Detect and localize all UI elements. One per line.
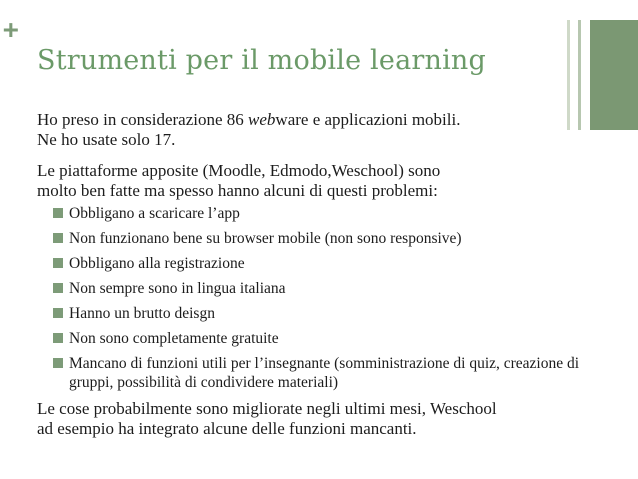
square-bullet-icon: [53, 283, 63, 293]
list-item-text: Non sempre sono in lingua italiana: [69, 280, 286, 297]
list-item: [53, 254, 597, 273]
list-item-text: Hanno un brutto deisgn: [69, 305, 215, 322]
paragraph-intro: [37, 110, 597, 150]
list-item-text: Obbligano a scaricare l’app: [69, 205, 240, 222]
list-item: [53, 229, 597, 248]
list-item-text: Mancano di funzioni utili per l’insegnante (somministrazione di quiz, creazione di gruppi, possibilità di condividere materiali): [69, 355, 580, 391]
square-bullet-icon: [53, 333, 63, 343]
intro-italic: web: [248, 110, 276, 129]
problems-list: [37, 204, 597, 392]
paragraph-conclusion: [37, 399, 597, 439]
list-item: [53, 329, 597, 348]
decorative-bar-thick: [590, 20, 638, 130]
square-bullet-icon: [53, 308, 63, 318]
platforms-line-2: molto ben fatte ma spesso hanno alcuni di questi problemi:: [37, 181, 438, 200]
intro-text: Ho preso in considerazione 86: [37, 110, 249, 129]
list-item-text: Non funzionano bene su browser mobile (non sono responsive): [69, 230, 462, 247]
slide-title: Strumenti per il mobile learning: [37, 45, 486, 76]
list-item: [53, 354, 597, 392]
paragraph-platforms: [37, 161, 597, 201]
square-bullet-icon: [53, 208, 63, 218]
square-bullet-icon: [53, 233, 63, 243]
conclusion-line-1: Le cose probabilmente sono migliorate negli ultimi mesi, Weschool: [37, 399, 497, 418]
slide-body: [37, 110, 597, 439]
intro-text-end: ware e applicazioni mobili.: [275, 110, 461, 129]
list-item-text: Non sono completamente gratuite: [69, 330, 279, 347]
intro-line-2: Ne ho usate solo 17.: [37, 130, 176, 149]
square-bullet-icon: [53, 358, 63, 368]
plus-icon: +: [3, 15, 19, 45]
list-item: [53, 279, 597, 298]
square-bullet-icon: [53, 258, 63, 268]
list-item-text: Obbligano alla registrazione: [69, 255, 245, 272]
list-item: [53, 204, 597, 223]
list-item: [53, 304, 597, 323]
platforms-line-1: Le piattaforme apposite (Moodle, Edmodo,Weschool) sono: [37, 161, 441, 180]
conclusion-line-2: ad esempio ha integrato alcune delle funzioni mancanti.: [37, 419, 417, 438]
